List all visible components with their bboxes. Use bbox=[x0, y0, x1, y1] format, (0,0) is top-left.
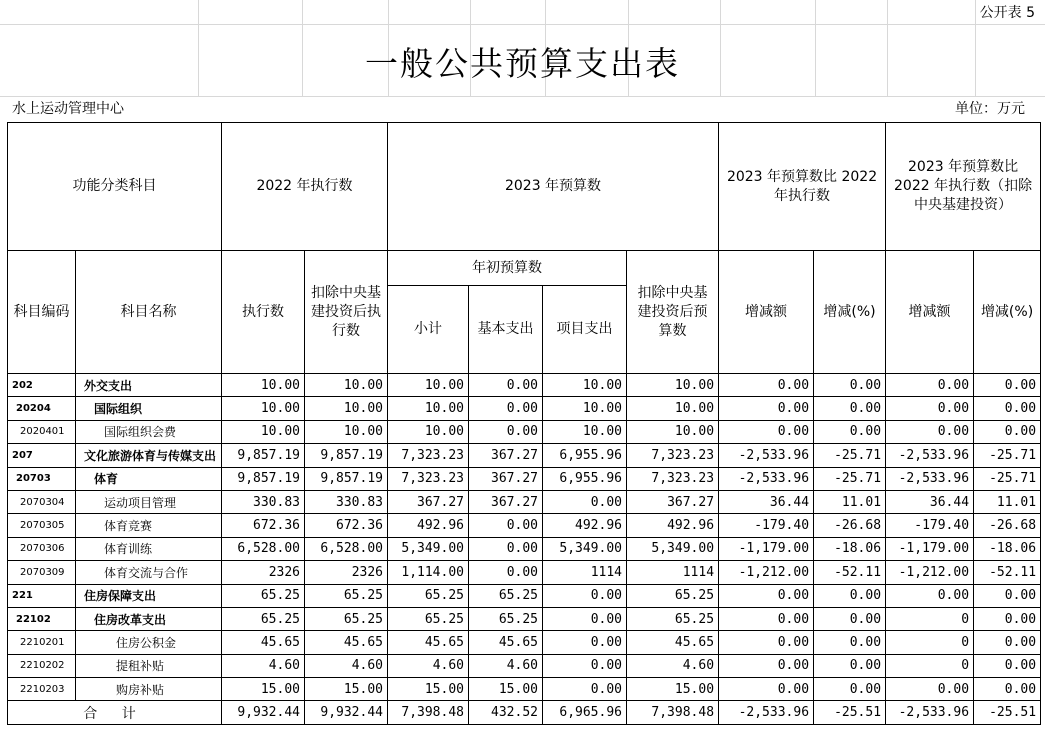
row-value-cell: -1,212.00 bbox=[886, 561, 974, 584]
row-value-cell: -2,533.96 bbox=[719, 467, 814, 490]
row-value-cell: 7,323.23 bbox=[627, 467, 719, 490]
row-value-cell: 0.00 bbox=[974, 678, 1041, 701]
row-value-cell: 1114 bbox=[627, 561, 719, 584]
header-budget-2023: 2023 年预算数 bbox=[388, 123, 719, 251]
row-value-cell: 0.00 bbox=[469, 514, 543, 537]
row-value-cell: 492.96 bbox=[627, 514, 719, 537]
row-value-cell: 367.27 bbox=[469, 444, 543, 467]
table-row bbox=[8, 514, 1041, 537]
row-value-cell: 9,857.19 bbox=[222, 467, 305, 490]
row-value-cell: 10.00 bbox=[543, 374, 627, 397]
row-value-cell: 0.00 bbox=[814, 678, 886, 701]
row-value-cell: 10.00 bbox=[305, 374, 388, 397]
row-value-cell: 330.83 bbox=[222, 490, 305, 513]
row-code-cell: 20204 bbox=[8, 397, 76, 420]
total-value-cell: 9,932.44 bbox=[222, 701, 305, 724]
row-value-cell: 45.65 bbox=[305, 631, 388, 654]
row-value-cell: 0.00 bbox=[543, 607, 627, 630]
row-value-cell: 4.60 bbox=[305, 654, 388, 677]
row-value-cell: 0.00 bbox=[974, 397, 1041, 420]
header-subtotal: 小计 bbox=[388, 286, 469, 374]
row-value-cell: -25.71 bbox=[974, 444, 1041, 467]
row-value-cell: 10.00 bbox=[543, 397, 627, 420]
row-code-cell: 2210202 bbox=[8, 654, 76, 677]
row-name-cell: 住房改革支出 bbox=[76, 607, 222, 630]
row-value-cell: 36.44 bbox=[719, 490, 814, 513]
row-value-cell: 7,323.23 bbox=[388, 467, 469, 490]
row-value-cell: 0.00 bbox=[974, 654, 1041, 677]
row-value-cell: 0.00 bbox=[719, 374, 814, 397]
row-value-cell: 9,857.19 bbox=[305, 467, 388, 490]
row-value-cell: -18.06 bbox=[974, 537, 1041, 560]
row-value-cell: 10.00 bbox=[388, 397, 469, 420]
header-code: 科目编码 bbox=[8, 251, 76, 374]
row-value-cell: 65.25 bbox=[469, 584, 543, 607]
header-exec-2022: 2022 年执行数 bbox=[222, 123, 388, 251]
row-code-cell: 2070309 bbox=[8, 561, 76, 584]
row-value-cell: 0.00 bbox=[886, 420, 974, 443]
row-value-cell: 492.96 bbox=[543, 514, 627, 537]
row-value-cell: -1,212.00 bbox=[719, 561, 814, 584]
row-value-cell: 0.00 bbox=[974, 374, 1041, 397]
row-value-cell: 0.00 bbox=[719, 654, 814, 677]
row-value-cell: 0.00 bbox=[543, 584, 627, 607]
row-value-cell: 6,528.00 bbox=[305, 537, 388, 560]
row-value-cell: 0.00 bbox=[886, 584, 974, 607]
total-label: 合 计 bbox=[8, 701, 222, 724]
row-code-cell: 202 bbox=[8, 374, 76, 397]
row-value-cell: 10.00 bbox=[627, 397, 719, 420]
row-value-cell: 0.00 bbox=[469, 397, 543, 420]
row-value-cell: -1,179.00 bbox=[719, 537, 814, 560]
table-row bbox=[8, 607, 1041, 630]
row-value-cell: 0.00 bbox=[974, 420, 1041, 443]
row-value-cell: 4.60 bbox=[627, 654, 719, 677]
row-value-cell: 0.00 bbox=[719, 631, 814, 654]
row-value-cell: 5,349.00 bbox=[388, 537, 469, 560]
row-name-cell: 文化旅游体育与传媒支出 bbox=[76, 444, 222, 467]
table-row bbox=[8, 631, 1041, 654]
row-value-cell: 5,349.00 bbox=[627, 537, 719, 560]
table-row bbox=[8, 444, 1041, 467]
row-value-cell: 0.00 bbox=[814, 607, 886, 630]
row-value-cell: -2,533.96 bbox=[886, 467, 974, 490]
row-code-cell: 20703 bbox=[8, 467, 76, 490]
row-value-cell: 11.01 bbox=[974, 490, 1041, 513]
row-value-cell: -25.71 bbox=[974, 467, 1041, 490]
row-value-cell: 15.00 bbox=[469, 678, 543, 701]
row-value-cell: 0.00 bbox=[719, 397, 814, 420]
row-value-cell: 0.00 bbox=[469, 561, 543, 584]
total-value-cell: -25.51 bbox=[974, 701, 1041, 724]
total-row bbox=[8, 701, 1041, 724]
row-value-cell: 2326 bbox=[305, 561, 388, 584]
table-body bbox=[8, 374, 1041, 725]
row-name-cell: 购房补贴 bbox=[76, 678, 222, 701]
row-name-cell: 住房公积金 bbox=[76, 631, 222, 654]
row-value-cell: 0 bbox=[886, 654, 974, 677]
row-value-cell: 0.00 bbox=[814, 654, 886, 677]
row-code-cell: 2020401 bbox=[8, 420, 76, 443]
row-value-cell: 1,114.00 bbox=[388, 561, 469, 584]
row-name-cell: 体育交流与合作 bbox=[76, 561, 222, 584]
row-value-cell: 330.83 bbox=[305, 490, 388, 513]
row-value-cell: 0.00 bbox=[469, 537, 543, 560]
row-value-cell: 10.00 bbox=[305, 397, 388, 420]
header-project-expenditure: 项目支出 bbox=[543, 286, 627, 374]
total-value-cell: -25.51 bbox=[814, 701, 886, 724]
row-value-cell: -25.71 bbox=[814, 444, 886, 467]
row-value-cell: 65.25 bbox=[305, 607, 388, 630]
grid-line bbox=[0, 24, 1045, 25]
row-code-cell: 2070304 bbox=[8, 490, 76, 513]
row-value-cell: 4.60 bbox=[469, 654, 543, 677]
table-number-label: 公开表 5 bbox=[979, 5, 1035, 21]
row-value-cell: 7,323.23 bbox=[627, 444, 719, 467]
table-row bbox=[8, 678, 1041, 701]
row-value-cell: 1114 bbox=[543, 561, 627, 584]
row-value-cell: 45.65 bbox=[627, 631, 719, 654]
row-value-cell: -18.06 bbox=[814, 537, 886, 560]
row-value-cell: 367.27 bbox=[627, 490, 719, 513]
row-value-cell: 672.36 bbox=[305, 514, 388, 537]
row-value-cell: 367.27 bbox=[469, 467, 543, 490]
row-name-cell: 国际组织会费 bbox=[76, 420, 222, 443]
row-value-cell: 0.00 bbox=[974, 584, 1041, 607]
row-code-cell: 2070305 bbox=[8, 514, 76, 537]
row-value-cell: 10.00 bbox=[627, 420, 719, 443]
row-value-cell: 65.25 bbox=[469, 607, 543, 630]
total-value-cell: 7,398.48 bbox=[388, 701, 469, 724]
grid-line bbox=[0, 96, 1045, 97]
row-value-cell: -26.68 bbox=[974, 514, 1041, 537]
header-function-category: 功能分类科目 bbox=[8, 123, 222, 251]
row-value-cell: 11.01 bbox=[814, 490, 886, 513]
table-row bbox=[8, 537, 1041, 560]
table-row bbox=[8, 397, 1041, 420]
row-value-cell: 6,955.96 bbox=[543, 444, 627, 467]
row-value-cell: 0.00 bbox=[886, 397, 974, 420]
row-value-cell: 15.00 bbox=[222, 678, 305, 701]
row-value-cell: -2,533.96 bbox=[719, 444, 814, 467]
row-value-cell: 6,955.96 bbox=[543, 467, 627, 490]
header-change-amount: 增减额 bbox=[719, 251, 814, 374]
row-value-cell: 0.00 bbox=[543, 631, 627, 654]
row-name-cell: 体育训练 bbox=[76, 537, 222, 560]
row-name-cell: 体育 bbox=[76, 467, 222, 490]
row-value-cell: 10.00 bbox=[627, 374, 719, 397]
row-value-cell: 15.00 bbox=[388, 678, 469, 701]
row-value-cell: -1,179.00 bbox=[886, 537, 974, 560]
header-compare-excluding: 2023 年预算数比 2022 年执行数（扣除中央基建投资） bbox=[886, 123, 1041, 251]
header-change-percent: 增减(%) bbox=[814, 251, 886, 374]
row-value-cell: 0.00 bbox=[886, 678, 974, 701]
organization-name: 水上运动管理中心 bbox=[12, 101, 124, 117]
row-value-cell: 15.00 bbox=[305, 678, 388, 701]
row-value-cell: 10.00 bbox=[222, 374, 305, 397]
row-code-cell: 22102 bbox=[8, 607, 76, 630]
table-row bbox=[8, 420, 1041, 443]
row-value-cell: 5,349.00 bbox=[543, 537, 627, 560]
row-value-cell: 0.00 bbox=[719, 420, 814, 443]
row-value-cell: -52.11 bbox=[814, 561, 886, 584]
header-change-amount-excluding: 增减额 bbox=[886, 251, 974, 374]
page-title: 一般公共预算支出表 bbox=[365, 44, 680, 83]
table-row bbox=[8, 374, 1041, 397]
total-value-cell: 9,932.44 bbox=[305, 701, 388, 724]
row-value-cell: 4.60 bbox=[222, 654, 305, 677]
row-value-cell: -179.40 bbox=[886, 514, 974, 537]
header-compare: 2023 年预算数比 2022 年执行数 bbox=[719, 123, 886, 251]
row-value-cell: 0 bbox=[886, 607, 974, 630]
row-name-cell: 国际组织 bbox=[76, 397, 222, 420]
row-value-cell: 65.25 bbox=[627, 584, 719, 607]
row-value-cell: 367.27 bbox=[388, 490, 469, 513]
header-exec-excluding: 扣除中央基建投资后执行数 bbox=[305, 251, 388, 374]
row-value-cell: 7,323.23 bbox=[388, 444, 469, 467]
header-exec: 执行数 bbox=[222, 251, 305, 374]
row-value-cell: 0.00 bbox=[974, 607, 1041, 630]
row-name-cell: 住房保障支出 bbox=[76, 584, 222, 607]
row-value-cell: 0.00 bbox=[543, 678, 627, 701]
row-code-cell: 2210203 bbox=[8, 678, 76, 701]
row-value-cell: 6,528.00 bbox=[222, 537, 305, 560]
row-value-cell: 492.96 bbox=[388, 514, 469, 537]
row-value-cell: -52.11 bbox=[974, 561, 1041, 584]
row-value-cell: 0.00 bbox=[814, 584, 886, 607]
header-budget-excluding: 扣除中央基建投资后预算数 bbox=[627, 251, 719, 374]
table-row bbox=[8, 561, 1041, 584]
row-name-cell: 外交支出 bbox=[76, 374, 222, 397]
row-value-cell: 2326 bbox=[222, 561, 305, 584]
row-value-cell: -26.68 bbox=[814, 514, 886, 537]
row-name-cell: 运动项目管理 bbox=[76, 490, 222, 513]
row-value-cell: 0.00 bbox=[469, 374, 543, 397]
row-value-cell: 672.36 bbox=[222, 514, 305, 537]
row-value-cell: 9,857.19 bbox=[305, 444, 388, 467]
row-value-cell: 65.25 bbox=[627, 607, 719, 630]
row-value-cell: 367.27 bbox=[469, 490, 543, 513]
row-value-cell: 4.60 bbox=[388, 654, 469, 677]
row-value-cell: 0 bbox=[886, 631, 974, 654]
row-value-cell: 0.00 bbox=[719, 584, 814, 607]
row-value-cell: 0.00 bbox=[814, 374, 886, 397]
total-value-cell: 432.52 bbox=[469, 701, 543, 724]
total-value-cell: 7,398.48 bbox=[627, 701, 719, 724]
expenditure-table bbox=[7, 122, 1041, 725]
total-value-cell: -2,533.96 bbox=[719, 701, 814, 724]
row-value-cell: 0.00 bbox=[974, 631, 1041, 654]
row-value-cell: 0.00 bbox=[814, 397, 886, 420]
row-value-cell: -25.71 bbox=[814, 467, 886, 490]
table-row bbox=[8, 467, 1041, 490]
row-value-cell: 0.00 bbox=[469, 420, 543, 443]
table-row bbox=[8, 584, 1041, 607]
row-code-cell: 2070306 bbox=[8, 537, 76, 560]
row-value-cell: 65.25 bbox=[388, 607, 469, 630]
row-value-cell: 9,857.19 bbox=[222, 444, 305, 467]
row-value-cell: 36.44 bbox=[886, 490, 974, 513]
row-value-cell: 65.25 bbox=[388, 584, 469, 607]
row-value-cell: 45.65 bbox=[388, 631, 469, 654]
header-name: 科目名称 bbox=[76, 251, 222, 374]
row-value-cell: 45.65 bbox=[469, 631, 543, 654]
row-value-cell: 0.00 bbox=[814, 631, 886, 654]
table-row bbox=[8, 490, 1041, 513]
unit-label: 单位：万元 bbox=[955, 101, 1025, 117]
header-basic-expenditure: 基本支出 bbox=[469, 286, 543, 374]
total-value-cell: 6,965.96 bbox=[543, 701, 627, 724]
row-code-cell: 207 bbox=[8, 444, 76, 467]
row-value-cell: -179.40 bbox=[719, 514, 814, 537]
row-name-cell: 体育竞赛 bbox=[76, 514, 222, 537]
row-code-cell: 2210201 bbox=[8, 631, 76, 654]
row-name-cell: 提租补贴 bbox=[76, 654, 222, 677]
header-initial-budget: 年初预算数 bbox=[388, 251, 627, 286]
row-value-cell: 0.00 bbox=[886, 374, 974, 397]
header-change-percent-excluding: 增减(%) bbox=[974, 251, 1041, 374]
row-value-cell: 65.25 bbox=[222, 607, 305, 630]
row-value-cell: 10.00 bbox=[222, 397, 305, 420]
row-value-cell: 0.00 bbox=[543, 490, 627, 513]
row-value-cell: 10.00 bbox=[543, 420, 627, 443]
row-value-cell: -2,533.96 bbox=[886, 444, 974, 467]
row-code-cell: 221 bbox=[8, 584, 76, 607]
row-value-cell: 10.00 bbox=[388, 374, 469, 397]
row-value-cell: 10.00 bbox=[305, 420, 388, 443]
row-value-cell: 10.00 bbox=[222, 420, 305, 443]
row-value-cell: 65.25 bbox=[305, 584, 388, 607]
row-value-cell: 0.00 bbox=[814, 420, 886, 443]
row-value-cell: 0.00 bbox=[719, 678, 814, 701]
row-value-cell: 15.00 bbox=[627, 678, 719, 701]
total-value-cell: -2,533.96 bbox=[886, 701, 974, 724]
row-value-cell: 0.00 bbox=[543, 654, 627, 677]
table-row bbox=[8, 654, 1041, 677]
row-value-cell: 65.25 bbox=[222, 584, 305, 607]
row-value-cell: 0.00 bbox=[719, 607, 814, 630]
row-value-cell: 10.00 bbox=[388, 420, 469, 443]
row-value-cell: 45.65 bbox=[222, 631, 305, 654]
